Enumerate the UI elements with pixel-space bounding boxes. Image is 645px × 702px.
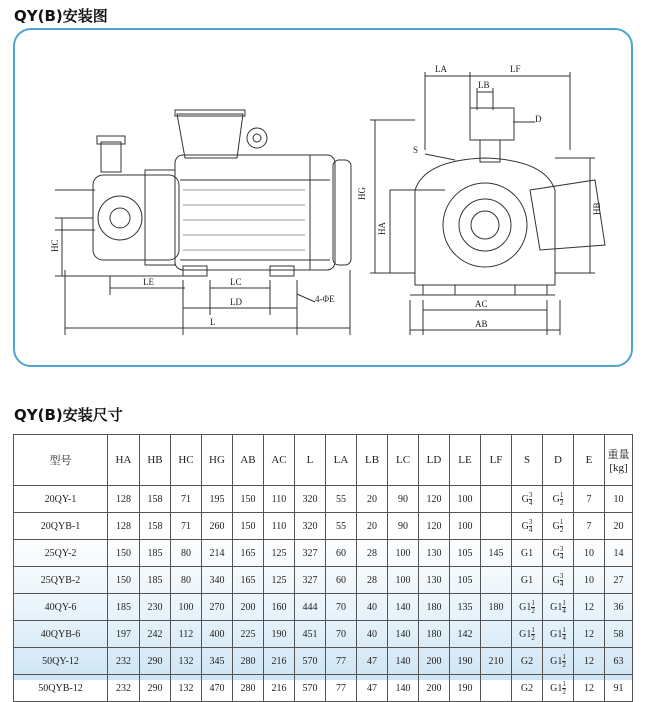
table-cell: 105 [450,540,481,567]
dim-ac: AC [475,299,488,309]
table-cell: 150 [233,513,264,540]
table-cell: 110 [264,486,295,513]
table-cell: G $\frac{3}{4}$ [543,567,574,594]
table-cell: G $\frac{3}{4}$ [512,513,543,540]
table-cell: G1 $\frac{1}{4}$ [543,594,574,621]
table-cell: 165 [233,540,264,567]
table-cell: 120 [419,486,450,513]
table-cell: 91 [605,675,633,702]
table-cell: G1 $\frac{1}{2}$ [512,594,543,621]
table-cell: 10 [574,567,605,594]
column-header: E [574,435,605,486]
pump-volute-front [415,158,555,285]
column-header: L [295,435,326,486]
table-cell: 327 [295,540,326,567]
installation-drawing [15,30,635,369]
table-cell: 40 [357,621,388,648]
table-cell: 10 [574,540,605,567]
table-cell: 160 [264,594,295,621]
table-cell: 140 [388,675,419,702]
table-cell: 60 [326,540,357,567]
table-cell: 28 [357,540,388,567]
table-cell: 20QY-1 [14,486,108,513]
table-cell: 63 [605,648,633,675]
table-cell: 7 [574,486,605,513]
table-cell: 260 [202,513,233,540]
dim-hc: HC [50,239,60,252]
table-cell [481,567,512,594]
table-cell: 145 [481,540,512,567]
table-heading: QY(B)安装尺寸 [14,406,123,424]
impeller-eye [443,183,527,267]
column-header: LB [357,435,388,486]
table-cell: 58 [605,621,633,648]
table-cell: 12 [574,675,605,702]
dim-lf: LF [510,64,521,74]
table-cell: 150 [233,486,264,513]
table-cell: 90 [388,486,419,513]
table-cell: 12 [574,621,605,648]
table-cell: 20QYB-1 [14,513,108,540]
table-cell: 128 [108,486,140,513]
table-cell: 190 [264,621,295,648]
table-row [14,594,633,621]
column-header: LD [419,435,450,486]
table-cell: 20 [357,486,388,513]
table-cell: 125 [264,567,295,594]
table-cell: 25QY-2 [14,540,108,567]
table-cell: 570 [295,675,326,702]
table-row [14,675,633,702]
table-cell [481,675,512,702]
table-cell: 242 [140,621,171,648]
table-cell: 7 [574,513,605,540]
table-cell: 47 [357,648,388,675]
table-cell: 232 [108,648,140,675]
table-row [14,621,633,648]
column-header: D [543,435,574,486]
dim-s: S [413,145,419,155]
table-cell: 128 [108,513,140,540]
table-cell: 40QYB-6 [14,621,108,648]
motor-foot-right [270,266,294,276]
table-cell: 150 [108,540,140,567]
table-cell: 290 [140,675,171,702]
table-cell: G1 [512,540,543,567]
table-cell: 185 [108,594,140,621]
table-cell: 50QY-12 [14,648,108,675]
table-cell: 100 [388,567,419,594]
column-header: 重量 [kg] [605,435,633,486]
dim-le: LE [143,277,154,287]
dim-lb: LB [478,80,490,90]
table-cell: 185 [140,567,171,594]
table-cell: 570 [295,648,326,675]
table-cell: 100 [450,513,481,540]
column-header: HC [171,435,202,486]
table-cell: 40QY-6 [14,594,108,621]
table-cell: 130 [419,540,450,567]
table-cell: 451 [295,621,326,648]
dim-ab: AB [475,319,488,329]
table-cell: G2 [512,675,543,702]
table-cell: 140 [388,621,419,648]
column-header: HG [202,435,233,486]
table-cell: 190 [450,675,481,702]
table-cell: 40 [357,594,388,621]
column-header: LF [481,435,512,486]
motor-foot-left [183,266,207,276]
table-cell: 340 [202,567,233,594]
table-cell: 25QYB-2 [14,567,108,594]
table-row [14,540,633,567]
table-cell: 80 [171,567,202,594]
column-header: AB [233,435,264,486]
outlet-nozzle [470,108,514,140]
dim-bolt: 4-ΦE [315,294,335,304]
table-cell: G $\frac{3}{4}$ [543,540,574,567]
table-cell: 28 [357,567,388,594]
column-header: HB [140,435,171,486]
pump-casing [93,175,179,260]
table-cell: 327 [295,567,326,594]
table-cell: 71 [171,486,202,513]
table-row [14,648,633,675]
table-cell: 280 [233,675,264,702]
column-header: S [512,435,543,486]
table-cell: 55 [326,486,357,513]
fraction: $\frac{3}{4}$ [528,490,533,507]
dim-hb: HB [592,202,602,215]
table-cell: 320 [295,513,326,540]
table-cell: 200 [233,594,264,621]
table-cell: 200 [419,675,450,702]
table-cell: 20 [605,513,633,540]
table-row [14,567,633,594]
table-cell: 10 [605,486,633,513]
table-cell: 71 [171,513,202,540]
table-cell: 14 [605,540,633,567]
table-cell: 190 [450,648,481,675]
table-cell: 180 [481,594,512,621]
table-cell: 216 [264,648,295,675]
column-header: LA [326,435,357,486]
table-cell: 90 [388,513,419,540]
table-cell: G $\frac{3}{4}$ [512,486,543,513]
drawing-heading: QY(B)安装图 [14,7,108,25]
table-cell: 150 [108,567,140,594]
table-cell: 290 [140,648,171,675]
table-cell: 132 [171,648,202,675]
dim-hg: HG [357,187,367,200]
table-cell: 60 [326,567,357,594]
dimension-table-wrap [13,434,632,696]
table-cell: 70 [326,621,357,648]
column-header: 型号 [14,435,108,486]
dimension-table [13,434,633,702]
fraction: $\frac{1}{2}$ [562,652,566,669]
table-cell [481,513,512,540]
table-cell: 135 [450,594,481,621]
table-cell: 165 [233,567,264,594]
table-cell: 200 [419,648,450,675]
dim-lc: LC [230,277,242,287]
fraction: $\frac{1}{4}$ [562,625,566,642]
motor-body [175,155,335,270]
table-cell: 345 [202,648,233,675]
table-cell: 142 [450,621,481,648]
table-cell: 12 [574,648,605,675]
motor-end-cap [333,160,351,265]
fraction: $\frac{1}{2}$ [559,517,564,534]
table-cell: 47 [357,675,388,702]
table-cell: 70 [326,594,357,621]
table-cell: 180 [419,621,450,648]
table-cell: G1 $\frac{1}{2}$ [543,648,574,675]
table-cell: 470 [202,675,233,702]
table-row [14,513,633,540]
table-cell: 130 [419,567,450,594]
dim-ha: HA [377,222,387,235]
table-cell: 100 [450,486,481,513]
table-cell: G1 $\frac{1}{4}$ [543,621,574,648]
table-cell: G1 $\frac{1}{2}$ [543,675,574,702]
table-cell: 210 [481,648,512,675]
fraction: $\frac{1}{2}$ [559,490,564,507]
terminal-box [177,114,243,158]
lifting-eye [247,128,267,148]
table-cell [481,621,512,648]
table-cell: 270 [202,594,233,621]
column-header: LC [388,435,419,486]
table-cell: 55 [326,513,357,540]
installation-drawing-panel [13,28,633,367]
table-header-row [14,435,633,486]
table-cell: 12 [574,594,605,621]
table-cell: 444 [295,594,326,621]
table-cell: 110 [264,513,295,540]
table-cell: 100 [171,594,202,621]
column-header: AC [264,435,295,486]
table-cell: 197 [108,621,140,648]
table-cell: 77 [326,675,357,702]
table-cell: 50QYB-12 [14,675,108,702]
table-cell: G $\frac{1}{2}$ [543,486,574,513]
table-cell: G1 [512,567,543,594]
fraction: $\frac{1}{4}$ [562,598,566,615]
fraction: $\frac{1}{2}$ [531,598,535,615]
table-cell: 140 [388,648,419,675]
table-cell: 232 [108,675,140,702]
dim-la: LA [435,64,447,74]
dim-d: D [535,114,542,124]
table-cell: 140 [388,594,419,621]
table-cell: 185 [140,540,171,567]
fraction: $\frac{3}{4}$ [559,544,564,561]
table-cell: 158 [140,486,171,513]
table-cell: 400 [202,621,233,648]
table-cell: 112 [171,621,202,648]
fraction: $\frac{3}{4}$ [559,571,564,588]
table-row [14,486,633,513]
table-cell: 100 [388,540,419,567]
table-cell: 77 [326,648,357,675]
column-header: LE [450,435,481,486]
table-cell: 36 [605,594,633,621]
table-cell: 230 [140,594,171,621]
dim-ld: LD [230,297,242,307]
table-cell: 158 [140,513,171,540]
table-cell: 105 [450,567,481,594]
fraction: $\frac{1}{2}$ [562,679,566,696]
table-cell: 195 [202,486,233,513]
table-cell: 320 [295,486,326,513]
fraction: $\frac{3}{4}$ [528,517,533,534]
dim-l: L [210,317,216,327]
table-cell: 280 [233,648,264,675]
fraction: $\frac{1}{2}$ [531,625,535,642]
table-cell: G1 $\frac{1}{2}$ [512,621,543,648]
table-cell: 216 [264,675,295,702]
table-cell: 125 [264,540,295,567]
table-cell: 20 [357,513,388,540]
table-cell: 80 [171,540,202,567]
table-cell: 132 [171,675,202,702]
table-cell [481,486,512,513]
table-cell: G $\frac{1}{2}$ [543,513,574,540]
table-cell: 180 [419,594,450,621]
table-cell: 214 [202,540,233,567]
table-cell: 120 [419,513,450,540]
table-cell: G2 [512,648,543,675]
column-header: HA [108,435,140,486]
table-cell: 27 [605,567,633,594]
table-cell: 225 [233,621,264,648]
